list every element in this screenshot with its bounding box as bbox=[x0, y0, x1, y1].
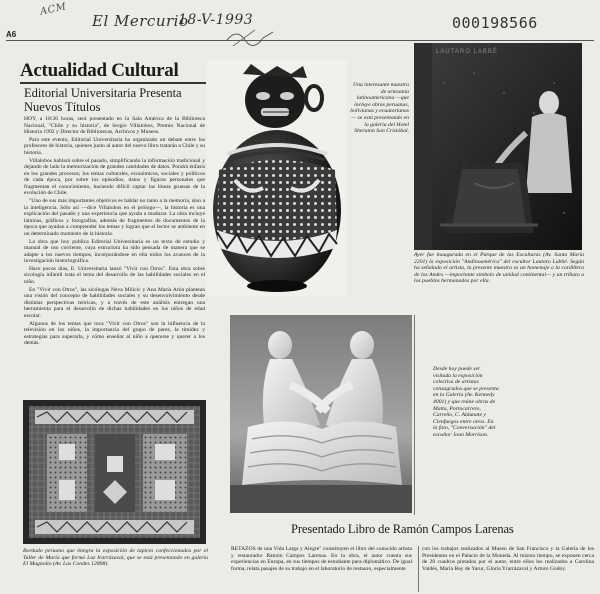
tapestry-photo bbox=[23, 400, 206, 544]
article2-paragraph: con los trabajos realizados al Museo de San Francisco y la Galería de los Presidentes en el Palacio de la Moneda. Al mismo tiempo, se exponen cerca de 20 cuadros pintados por el autor, entre ellos los realizados a Carolina Valdés, María Rey de Yarur, Gloria Yrarrázaval y Arturo Godoy. bbox=[422, 546, 594, 572]
section-title: Actualidad Cultural bbox=[20, 60, 179, 81]
tapestry-illustration bbox=[23, 400, 206, 544]
article1-paragraph: "Uno de sus más importantes objetivos es hablar no tanto a la memoria, sino a la inteligencia. Sólo así —dice Villalobos en el prólogo—, la historia es una explicación del pasado y una experiencia que ayuda a madurar. La obra incluye láminas, gráficos y fotografías, además de fragmentos de documentos de la época que ayudan a comprender los temas y logran que el lector se ambiente en un determinado momento de la historia. bbox=[24, 198, 205, 237]
article2-col1 bbox=[231, 546, 412, 573]
column-rule bbox=[418, 546, 419, 592]
article1-paragraph: Hace pocos días, E. Universitaria lanzó "Vivir con Otros". Esta obra sobre sicología infantil trata el tema del desarrollo de las habilidades sociales en el niño. bbox=[24, 265, 205, 285]
tapestry-caption: Bordado peruano que integra la exposición de tapices confeccionados por el Taller de María que formó Luz Irarrázaval, que se está presentando en galería El Magnolio (Av. Las Condes 12898). bbox=[23, 548, 208, 568]
page-number: A6 bbox=[6, 30, 17, 39]
sculpture-women-photo bbox=[230, 315, 412, 513]
article1-paragraph: Algunos de los temas que toca "Vivir con Otros" son la influencia de la televisión en los niños, la importancia del grupo de pares, la timidez y estrategias para superarla, y cómo enseñar al niño a quererse y querer a los demás. bbox=[24, 320, 205, 347]
article1-body bbox=[24, 116, 205, 348]
article2-paragraph: RETAZOS de una Vida Larga y Alegre" constituyen el libro del conocido artista y restaurador Ramón Campos Larenas. En la obra, el autor cuenta sus experiencias en Europa, en sus tiempos de estudiante para diplomático. De igual forma, relata pasajes de su trabajo en el laboratorio de restauro, especialmente bbox=[231, 546, 412, 572]
sculpture-park-photo bbox=[414, 43, 582, 250]
article2-headline: Presentado Libro de Ramón Campos Larenas bbox=[291, 522, 514, 536]
masthead-rule bbox=[6, 40, 594, 41]
vase-photo bbox=[207, 60, 347, 296]
sculpture-women-caption: Desde hoy puede ser visitada la exposición colectiva de artistas consagrados que se presenta en la Galería (Av. Kennedy 4001) y que reúne obras de Matta, Portocarrero, Carreño, C. Aldunate y Cienfuegos entre otros. En la foto, "Conversación" del escultor Joan Morrison. bbox=[433, 366, 499, 438]
vase-illustration bbox=[207, 60, 347, 296]
article2-col2 bbox=[422, 546, 594, 573]
article1-paragraph: Para este evento, Editorial Universitaria ha organizado un debate entre los profesores de historia, quienes junto al autor del nuevo libro tratarán a Chile y su historia. bbox=[24, 136, 205, 156]
vase-caption: Una interesante muestra de artesanía latinoamericana —que incluye obras peruanas, bolivianas y ecuatorianas— se está presentando en la galería del Hotel Sheraton San Cristóbal. bbox=[350, 82, 409, 135]
handwritten-date: 18-V-1993 bbox=[178, 12, 254, 28]
sculpture-park-caption: Ayer fue inaugurada en el Parque de las Esculturas (Av. Santa María 2201) la exposición "Andinoamérica" del escultor Lautaro Labbé. Según ha señalado el artista, la presente muestra es un homenaje a la cordillera de los Andes —importante símbolo de unidad continental— y un tributo a los pueblos hermanados por ella. bbox=[414, 252, 584, 285]
article1-paragraph: HOY, a 18:30 horas, será presentado en la Sala América de la Biblioteca Nacional, "Chile y su historia", de Sergio Villalobos, Premio Nacional de Historia 1992 y Director de Bibliotecas, Archivos y Museos. bbox=[24, 116, 205, 135]
clip-number: 000198566 bbox=[452, 14, 538, 32]
sculpture-park-photo-label: LAUTARO LABBÉ bbox=[436, 49, 498, 55]
article1-paragraph: En "Vivir con Otros", las sicólogas Neva Milicic y Ana María Arón plantean una visión del concepto de habilidades sociales y su desenvolvimiento desde distintas perspectivas teóricas, y a través de este análisis entregan una herramienta para el desarrollo de dichas habilidades en los niños de edad escolar. bbox=[24, 286, 205, 319]
sculpture-park-illustration bbox=[414, 43, 582, 250]
handwritten-newspaper: El Mercurio bbox=[92, 12, 189, 30]
article1-paragraph: La obra que hoy publica Editorial Universitaria es un texto de estudio y manual de uso corriente, cuya estructura ha sido pensada de manera que se adapte a los nuevos tiempos, incorporándose en ella todos los avances de la investigación historiográfica. bbox=[24, 238, 205, 265]
scribble-mark bbox=[225, 26, 275, 48]
margin-note: ACM bbox=[39, 1, 68, 18]
article1-headline: Editorial Universitaria Presenta Nuevos Títulos bbox=[24, 86, 182, 114]
section-rule bbox=[20, 82, 206, 84]
column-rule bbox=[414, 315, 415, 515]
article1-paragraph: Villalobos hablará sobre el pasado, simplificando la información tradicional y dejando de lado la memorización de grandes cantidades de datos. Pondrá énfasis en los grandes procesos; los temas culturales, económicos, sociales y políticos de cada época, por sobre los episodios, datos y figuras personales que fragmentan el conocimiento, haciendo difícil captar las líneas gruesas de la evolución de Chile. bbox=[24, 157, 205, 197]
sculpture-women-illustration bbox=[230, 315, 412, 513]
